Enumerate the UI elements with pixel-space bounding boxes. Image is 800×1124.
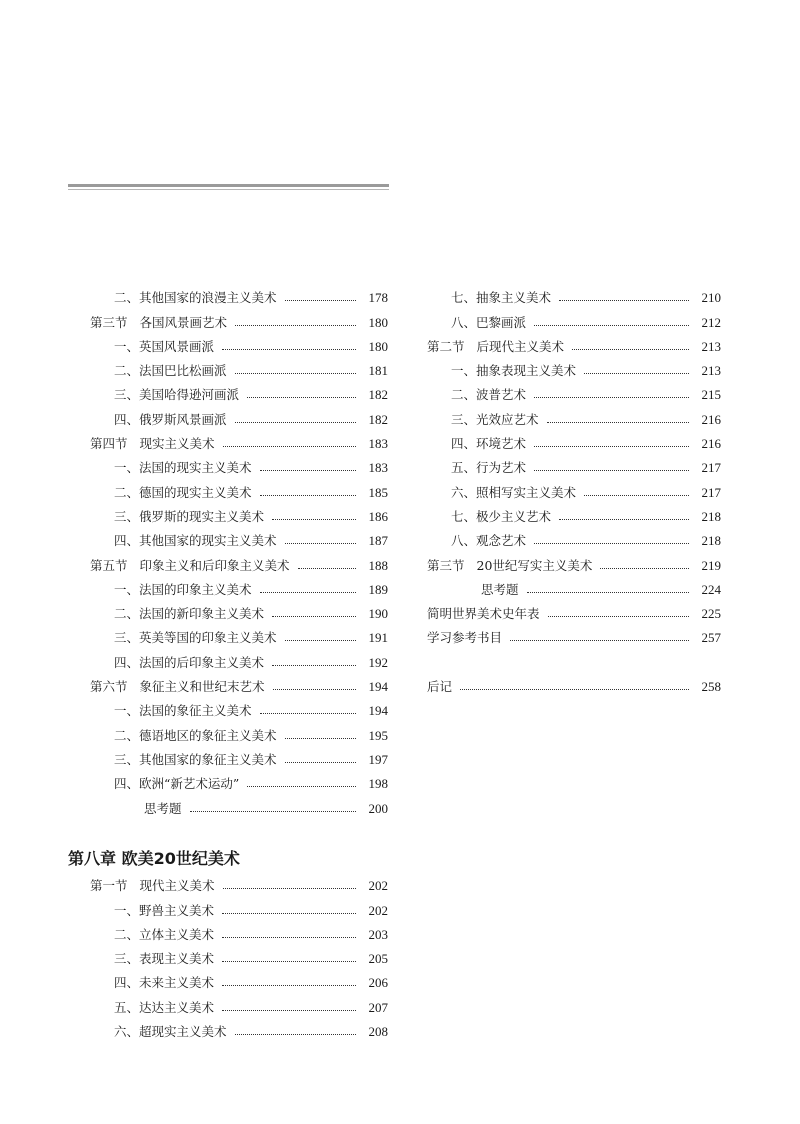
toc-entry-text [90,531,277,549]
page-number: 203 [368,926,388,942]
toc-entry[interactable] [90,967,388,991]
dot-leader [222,349,356,350]
dot-leader [260,495,356,496]
dot-leader [272,665,356,666]
toc-entry-title: 思考题 [144,800,182,816]
toc-entry-title: 三、英美等国的印象主义美术 [114,630,277,646]
page-number: 218 [701,508,721,524]
page-number: 216 [701,411,721,427]
toc-entry-title: 八、观念艺术 [451,533,527,549]
section-label: 第一节 [90,878,128,894]
toc-entry-text [90,1022,227,1040]
page-number: 258 [701,679,721,695]
page-number: 183 [368,436,388,452]
toc-entry[interactable] [427,622,721,646]
dot-leader [534,325,689,326]
toc-entry-title: 学习参考书目 [427,630,503,646]
toc-entry-title: 一、抽象表现主义美术 [451,363,577,379]
toc-entry-text [90,313,227,331]
page-number: 194 [368,703,388,719]
header-rule-thin [68,189,389,190]
toc-entry-text [90,925,214,943]
page-number: 187 [368,533,388,549]
toc-entry-text [90,556,290,574]
toc-entry-text [427,604,540,622]
page-number: 215 [701,387,721,403]
toc-entry-title: 七、极少主义艺术 [451,508,552,524]
toc-spacer [427,646,721,670]
toc-entry-title: 思考题 [481,581,519,597]
toc-entry[interactable] [427,598,721,622]
dot-leader [222,985,356,986]
toc-entry-title: 简明世界美术史年表 [427,606,540,622]
toc-entry-title: 二、其他国家的浪漫主义美术 [114,290,277,306]
toc-entry[interactable] [90,549,388,573]
page-number: 197 [368,751,388,767]
toc-entry-text [90,949,214,967]
dot-leader [527,592,689,593]
toc-entry[interactable] [90,403,388,427]
toc-entry[interactable] [90,744,388,768]
dot-leader [272,519,356,520]
dot-leader [235,422,356,423]
toc-entry[interactable] [90,622,388,646]
page-number: 218 [701,533,721,549]
page-number: 213 [701,363,721,379]
page-number: 219 [701,557,721,573]
dot-leader [584,373,689,374]
toc-entry-text [90,434,215,452]
toc-entry-text [90,701,252,719]
toc-entry-title: 七、抽象主义美术 [451,290,552,306]
toc-entry-text [427,337,564,355]
page-number: 188 [368,557,388,573]
toc-entry-text [427,313,526,331]
toc-entry[interactable] [90,894,388,918]
toc-entry-text [90,774,239,792]
toc-entry-text [90,604,264,622]
toc-entry-title: 各国风景画艺术 [139,314,228,330]
toc-entry-text [427,507,551,525]
toc-entry-title: 20世纪写实主义美术 [476,557,593,573]
toc-entry-text [427,677,452,695]
page-number: 178 [368,290,388,306]
toc-entry-title: 四、俄罗斯风景画派 [114,411,227,427]
toc-entry[interactable] [90,598,388,622]
dot-leader [534,446,689,447]
page-number: 180 [368,338,388,354]
dot-leader [572,349,689,350]
toc-entry-text [90,288,277,306]
page-number: 207 [368,999,388,1015]
toc-entry-text [90,337,214,355]
section-label: 第二节 [427,338,465,354]
toc-entry[interactable] [90,282,388,306]
page-number: 217 [701,460,721,476]
dot-leader [260,470,356,471]
dot-leader [548,616,689,617]
toc-entry-title: 四、欧洲“新艺术运动” [114,776,240,792]
page-number: 181 [368,363,388,379]
page-number: 202 [368,878,388,894]
toc-left-column [90,282,388,817]
toc-entry-text [90,876,215,894]
toc-entry-title: 六、超现实主义美术 [114,1024,227,1040]
toc-entry-text [90,973,214,991]
toc-entry[interactable] [90,306,388,330]
toc-entry-text [90,580,252,598]
page-number: 194 [368,679,388,695]
toc-entry-text [90,458,252,476]
toc-entry[interactable] [90,331,388,355]
toc-entry-text [90,361,227,379]
toc-entry[interactable] [90,792,388,816]
toc-entry-title: 八、巴黎画派 [451,314,527,330]
dot-leader [260,713,356,714]
dot-leader [584,495,689,496]
toc-entry-title: 二、德国的现实主义美术 [114,484,252,500]
dot-leader [273,689,356,690]
toc-entry[interactable] [427,282,721,306]
toc-entry[interactable] [427,525,721,549]
toc-entry-title: 三、其他国家的象征主义美术 [114,751,277,767]
toc-entry-title: 一、法国的象征主义美术 [114,703,252,719]
page-number: 191 [368,630,388,646]
page-number: 182 [368,387,388,403]
toc-entry-text [427,580,519,598]
toc-entry[interactable] [90,919,388,943]
toc-entry-title: 现实主义美术 [139,436,215,452]
toc-entry-text [90,483,252,501]
toc-entry[interactable] [427,428,721,452]
dot-leader [285,300,356,301]
toc-entry-text [427,361,576,379]
toc-entry[interactable] [90,719,388,743]
dot-leader [510,640,689,641]
dot-leader [247,397,356,398]
toc-entry-text [427,628,502,646]
toc-entry-text [90,653,264,671]
dot-leader [223,446,356,447]
toc-entry[interactable] [90,1016,388,1040]
toc-entry-text [427,288,551,306]
page-number: 198 [368,776,388,792]
section-label: 第六节 [90,679,128,695]
dot-leader [547,422,689,423]
dot-leader [223,888,356,889]
toc-entry-text [90,628,277,646]
dot-leader [460,689,689,690]
toc-entry[interactable] [90,870,388,894]
toc-right-column [427,282,721,695]
dot-leader [559,300,689,301]
toc-entry-text [427,531,526,549]
dot-leader [222,913,356,914]
page-number: 217 [701,484,721,500]
toc-entry[interactable] [427,476,721,500]
toc-entry-title: 二、法国的新印象主义美术 [114,606,265,622]
toc-entry-title: 现代主义美术 [139,878,215,894]
toc-entry[interactable] [427,306,721,330]
chapter-title: 第八章 欧美20世纪美术 [68,849,240,868]
section-label: 第三节 [427,557,465,573]
toc-entry-text [90,507,264,525]
toc-entry-text [427,483,576,501]
toc-entry-text [427,556,592,574]
page-number: 186 [368,508,388,524]
toc-entry[interactable] [427,355,721,379]
toc-entry-title: 四、环境艺术 [451,436,527,452]
toc-entry-title: 六、照相写实主义美术 [451,484,577,500]
page-number: 257 [701,630,721,646]
toc-entry[interactable] [427,574,721,598]
toc-entry-title: 五、行为艺术 [451,460,527,476]
section-label: 第三节 [90,314,128,330]
toc-entry-title: 二、立体主义美术 [114,926,215,942]
toc-chapter8-column [90,870,388,1040]
toc-entry-text [90,799,182,817]
dot-leader [285,543,356,544]
toc-entry-title: 后记 [427,679,453,695]
page-number: 216 [701,436,721,452]
page-number: 180 [368,314,388,330]
dot-leader [235,1034,356,1035]
toc-entry[interactable] [90,355,388,379]
page-number: 206 [368,975,388,991]
toc-entry-title: 四、其他国家的现实主义美术 [114,533,277,549]
toc-entry-text [427,434,526,452]
dot-leader [260,592,356,593]
toc-entry-text [90,410,227,428]
toc-entry-text [90,750,277,768]
dot-leader [285,738,356,739]
page-number: 192 [368,654,388,670]
section-label: 第五节 [90,557,128,573]
toc-entry-text [90,726,277,744]
toc-entry[interactable] [427,452,721,476]
toc-entry-text [427,458,526,476]
toc-entry-title: 三、光效应艺术 [451,411,539,427]
toc-entry-text [90,998,214,1016]
toc-entry[interactable] [90,379,388,403]
dot-leader [534,543,689,544]
toc-entry-title: 五、达达主义美术 [114,999,215,1015]
dot-leader [285,762,356,763]
page-number: 182 [368,411,388,427]
dot-leader [190,811,356,812]
dot-leader [559,519,689,520]
toc-entry-text [90,677,265,695]
toc-entry-title: 一、法国的现实主义美术 [114,460,252,476]
dot-leader [272,616,356,617]
toc-entry[interactable] [90,695,388,719]
toc-entry-title: 四、未来主义美术 [114,975,215,991]
page-number: 190 [368,606,388,622]
page-number: 189 [368,581,388,597]
toc-entry[interactable] [427,331,721,355]
toc-entry[interactable] [90,428,388,452]
dot-leader [222,937,356,938]
toc-entry[interactable] [90,574,388,598]
toc-entry-title: 三、俄罗斯的现实主义美术 [114,508,265,524]
toc-entry-title: 后现代主义美术 [476,338,565,354]
dot-leader [222,1010,356,1011]
toc-entry[interactable] [427,403,721,427]
page-number: 225 [701,606,721,622]
page-number: 202 [368,902,388,918]
page-number: 195 [368,727,388,743]
toc-entry-title: 三、美国哈得逊河画派 [114,387,240,403]
page-number: 185 [368,484,388,500]
toc-entry-text [90,385,239,403]
toc-entry-title: 一、野兽主义美术 [114,902,215,918]
page-number: 210 [701,290,721,306]
toc-entry[interactable] [90,525,388,549]
toc-entry-title: 三、表现主义美术 [114,951,215,967]
toc-entry[interactable] [90,501,388,525]
dot-leader [298,568,356,569]
toc-entry-title: 印象主义和后印象主义美术 [139,557,290,573]
page-number: 183 [368,460,388,476]
page-number: 208 [368,1024,388,1040]
toc-entry-text [90,901,214,919]
page-number: 200 [368,800,388,816]
page-number: 213 [701,338,721,354]
dot-leader [235,325,356,326]
toc-entry[interactable] [427,671,721,695]
toc-entry[interactable] [90,646,388,670]
toc-entry[interactable] [90,476,388,500]
dot-leader [534,470,689,471]
toc-entry-text [427,410,539,428]
dot-leader [534,397,689,398]
page-number: 212 [701,314,721,330]
toc-entry[interactable] [427,501,721,525]
toc-entry-title: 一、英国风景画派 [114,338,215,354]
page-number: 205 [368,951,388,967]
toc-entry[interactable] [90,452,388,476]
header-rule-thick [68,184,389,187]
toc-entry[interactable] [90,943,388,967]
dot-leader [600,568,689,569]
page-number: 224 [701,581,721,597]
toc-entry-title: 二、波普艺术 [451,387,527,403]
toc-entry-title: 二、德语地区的象征主义美术 [114,727,277,743]
section-label: 第四节 [90,436,128,452]
toc-entry-title: 象征主义和世纪末艺术 [139,679,265,695]
toc-entry[interactable] [90,768,388,792]
dot-leader [235,373,356,374]
toc-entry-title: 一、法国的印象主义美术 [114,581,252,597]
dot-leader [285,640,356,641]
dot-leader [247,786,356,787]
dot-leader [222,961,356,962]
toc-entry-text [427,385,526,403]
toc-entry[interactable] [90,671,388,695]
toc-entry[interactable] [90,991,388,1015]
toc-entry[interactable] [427,549,721,573]
toc-entry-title: 四、法国的后印象主义美术 [114,654,265,670]
toc-entry-title: 二、法国巴比松画派 [114,363,227,379]
toc-entry[interactable] [427,379,721,403]
